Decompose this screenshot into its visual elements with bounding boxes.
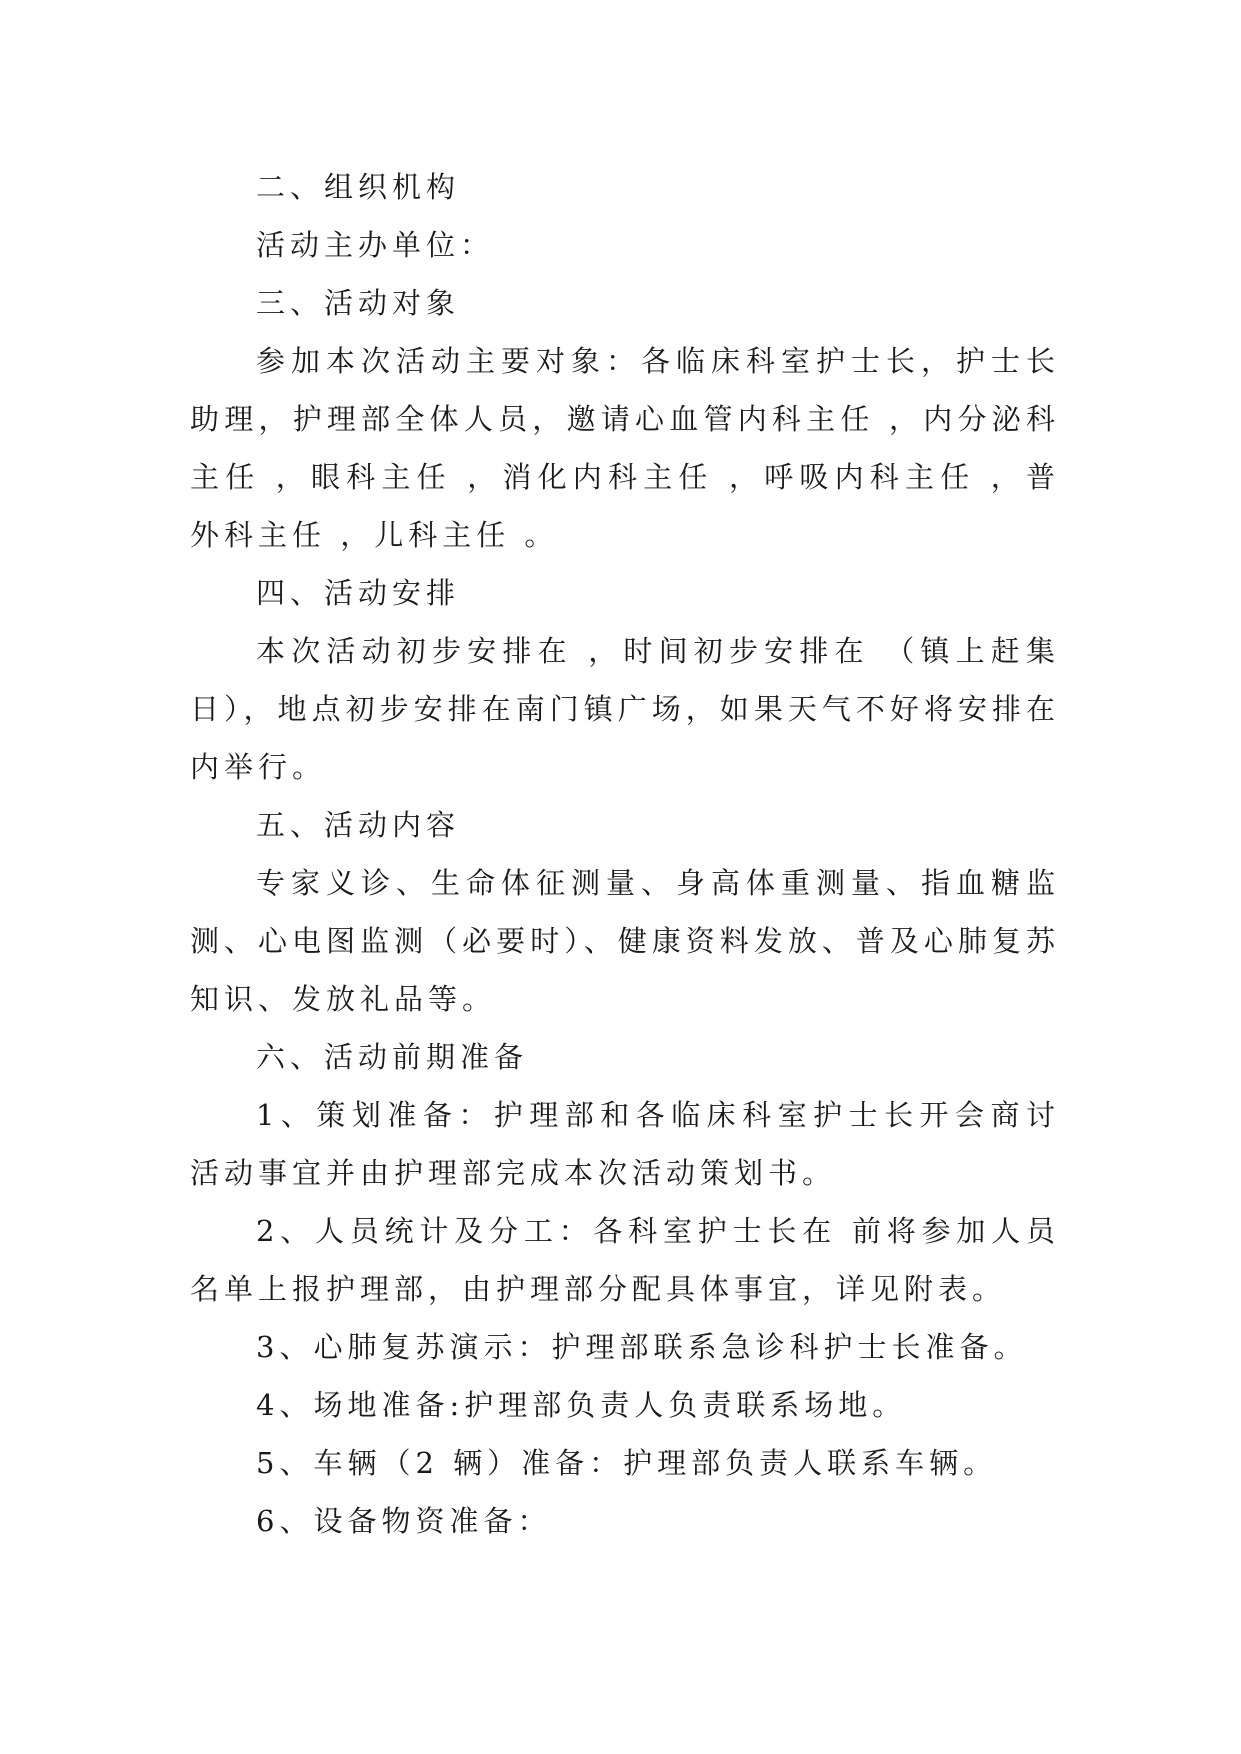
document-body (190, 158, 1060, 1550)
organizer-line: 活动主办单位： (256, 228, 495, 262)
section-heading-preparation: 六、活动前期准备 (256, 1040, 529, 1074)
section-heading-content: 五、活动内容 (256, 808, 461, 842)
section-heading-participants: 三、活动对象 (256, 286, 461, 320)
section-heading-organization: 二、组织机构 (256, 170, 461, 204)
content-paragraph: 专家义诊、生命体征测量、身高体重测量、指血糖监测、心电图监测（必要时）、健康资料发放、普及心肺复苏知识、发放礼品等。 (190, 866, 1060, 1016)
section-heading-arrangement: 四、活动安排 (256, 576, 461, 610)
preparation-item-planning: 1、策划准备：护理部和各临床科室护士长开会商讨活动事宜并由护理部完成本次活动策划书。 (190, 1098, 1060, 1190)
preparation-item-staffing: 2、人员统计及分工：各科室护士长在 前将参加人员名单上报护理部，由护理部分配具体事宜，详见附表。 (190, 1214, 1060, 1306)
preparation-item-venue: 4、场地准备:护理部负责人负责联系场地。 (256, 1388, 907, 1422)
arrangement-paragraph: 本次活动初步安排在 ，时间初步安排在 （镇上赶集日），地点初步安排在南门镇广场，如果天气不好将安排在 内举行。 (190, 634, 1060, 784)
preparation-item-vehicles: 5、车辆（2 辆）准备：护理部负责人联系车辆。 (256, 1446, 998, 1480)
preparation-item-equipment: 6、设备物资准备： (256, 1504, 552, 1538)
preparation-item-cpr-demo: 3、心肺复苏演示：护理部联系急诊科护士长准备。 (256, 1330, 1028, 1364)
participants-paragraph: 参加本次活动主要对象：各临床科室护士长，护士长助理，护理部全体人员，邀请心血管内科主任 ，内分泌科主任 ，眼科主任 ，消化内科主任 ，呼吸内科主任 ，普外科主任 ，儿科主任 。 (190, 344, 1060, 552)
